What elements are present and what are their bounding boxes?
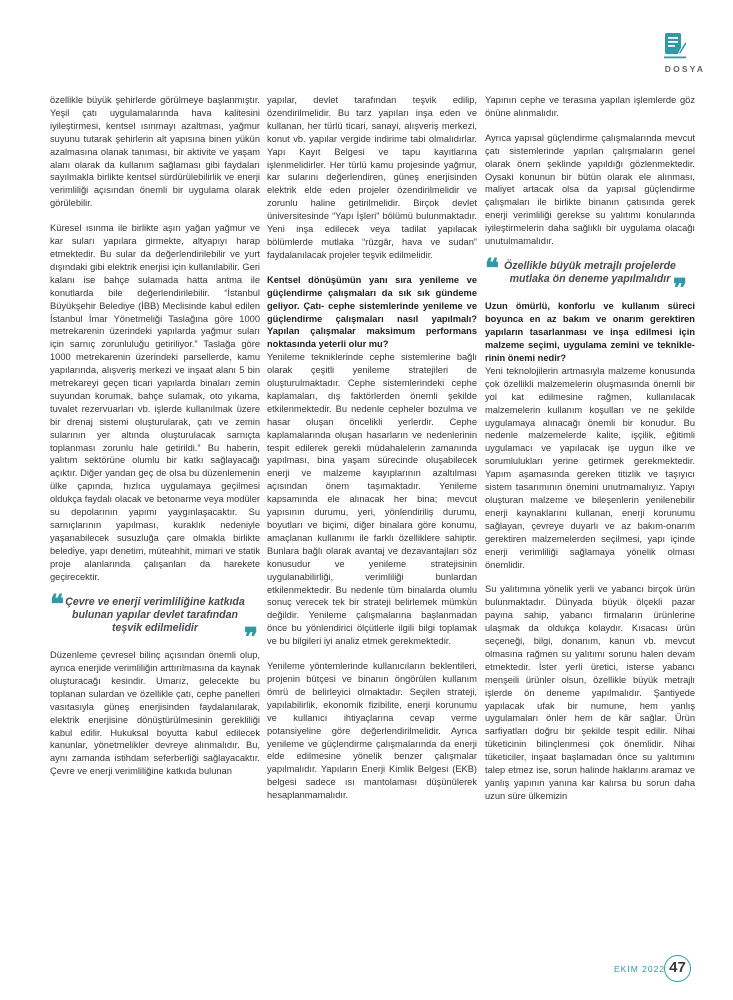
- paragraph: Yenileme yöntemlerinde kullanıcıların beklentileri, projenin bütçesi ve binanın öngörülen kullanım ömrü de belirleyici olmaktadır. Seçilen strateji, yapılabilirlik, ekonomik fizibilite, enerji korunumu ve kullanıcı ihtiyaçlarına cevap verme potansiyeline göre değerlendirilmelidir. Ayrıca yenileme ve güçlendirme çalışmalarında da enerji elde edilmesine yönelik benzer çalışmalar yapılmalıdır. Yapıların Enerji Kimlik Belgesi (EKB) belgesi sadece ısı mantolaması düşünülerek hesaplanmamalıdır.: [267, 661, 477, 801]
- open-quote-icon: ❝: [50, 589, 64, 620]
- interview-question: Uzun ömürlü, konforlu ve kullanım süreci boyunca en az bakım ve onarım gerektiren yapıların tasarlanması ve inşa edilmesi için malzeme seçimi, uygulama zemini ve tekniklerinin önemi nedir?: [485, 301, 695, 363]
- pull-quote: [50, 589, 260, 654]
- interview-question: Kentsel dönüşümün yanı sıra yenileme ve güçlendirme çalışmaları da sık sık gündeme geliyor. Çatı- cephe sistemlerinde yenileme ve güçlendirme çalışmaları nasıl yapılmalı? Yapılan çalışmalar maksimum performans noktasında yeterli olur mu?: [267, 274, 477, 350]
- paragraph: Yenileme tekniklerinde cephe sistemlerine bağlı olarak çeşitli yenileme stratejileri de oluşturulmaktadır. Cephe sistemlerindeki cephe kaplamaları, dış faktörlerden önemli şekilde etkilenmektedir. Bu nedenle cepheler bozulma ve hasar oluşan öncelikli yerlerdir. Cephe kaplamalarında oluşan hasarların ve nedenlerinin tespit edilerek gerekli müdahalelerin zamanında yapılması, bina yaşam sürecinde oluşabilecek enerji ve malzeme kayıplarının azaltılması açısından önem taşımaktadır. Yenileme kapsamında ele alınacak her bina; mevcut yapısının durumu, yeri, yönlendiriliş durumu, boyutları ve biçimi, diğer binalara göre konumu, amaçlanan kullanımı ile farklı özelliklere sahiptir. Bunlara bağlı olarak avantaj ve dezavantajları söz konusudur ve yenileme stratejisinin uygulanabilirliği, verimliliği bunlardan etkilenmektedir. Bu nedenle tüm binalarda olumlu sonuç verecek tek bir strateji belirlemek mümkün değildir. Yenileme çalışmalarına başlanmadan önce bu yönlendirici ölçütlerle ilgili bilgi toplamak ve bu bilgileri iyi analiz etmek gerekmektedir.: [267, 352, 477, 647]
- issue-date: EKİM 2022: [614, 964, 666, 974]
- text-column-3: [485, 94, 695, 803]
- pull-quote-text: Çevre ve enerji verimliliğine katkıda bulunan yapılar devlet tarafından teşvik edilmelidir: [65, 595, 245, 634]
- document-pen-icon: [664, 32, 688, 60]
- paragraph: özellikle büyük şehirlerde görülmeye başlanmıştır. Yeşil çatı uygulamalarında hava kalitesini iyileştirmesi, kentsel ısınmayı azaltması, yağmur suyunu tutarak şehirlerin alt yapısına binen yükün azalmasına olanak tanıması, bir aktivite ve yaşam alanı olarak da kullanım sağlaması gibi faydaları sayılmakla birlikte kentsel sürdürülebilirlik ve enerji verimliliği açısından önemli bir uygulama olarak görülebilir.: [50, 95, 260, 209]
- paragraph: yapılar, devlet tarafından teşvik edilip, özendirilmelidir. Bu tarz yapıları inşa eden ve kullanan, her türlü ticari, sanayi, alışveriş merkezi, konut vb. yapılar vergide indirime tabi olmalıdırlar. Yapı Kayıt Belgesi ve tapu kayıtlarına işlenmelidirler. Her türlü kamu projesinde yağmur, kar sularını değerlendiren, güneş enerjisinden elektrik elde eden projeler özendirilmelidir ve zorunlu haline getirilmelidir. Birçok devlet üniversitesinde “Yapı İşleri” bölümü bulunmaktadır. Yeni inşa edilecek veya tadilat yapılacak bölümlerde mutlaka “rüzgâr, hava ve sudan” faydalanılacak projeler teşvik edilmelidir.: [267, 95, 477, 260]
- paragraph: Düzenleme çevresel bilinç açısından önemli olup, ayrıca enerjide verimliliğin arttırılmasına da kaynak oluşturacağı kesindir. Umarız, gelecekte bu toplanan sulardan ve özellikle çatı, cephe panelleri vasıtasıyla güneş enerjisinden faydalanılarak, elektrik enerjisine dönüştürülmesinin gerekliliği kabul edilir. Hukuksal boyutta kabul edilecek kanunlar, yönetmelikler devreye alınmalıdır. Bu, aynı zamanda istihdam seferberliği sağlayacaktır. Çevre ve enerji verimliliğine katkıda bulunan: [50, 650, 260, 777]
- paragraph: Su yalıtımına yönelik yerli ve yabancı birçok ürün bulunmaktadır. Dünyada büyük ölçekli pazar payına sahip, yabancı firmaların ürünlerine ulaşmak da oldukça kolaydır. Kısacası ürün seçeneği, bilgi, donanım, kanun vb. mevcut olmasına rağmen su yalıtımı sorunu halen devam etmektedir. İster yerli üretici, isterse yabancı menşeili ürünler olsun, özellikle büyük metrajlı işlerde ön deneme yapılmalıdır. Şantiyede yapılacak ufak bir numune, hem yanlış uygulamaları önler hem de kâr sağlar. Ürün sarfiyatları doğru bir şekilde tespit edilir. Nihai tüketicinin bilinçlenmesi çok önemlidir. Nihai tüketiciler, inşaat başlamadan önce su yalıtımını talep etmez ise, sorun halinde haklarını aramaz ve yanlış yapının yanına kar kalırsa bu sorun daha uzun süre ülkemizin: [485, 584, 695, 801]
- paragraph: Küresel ısınma ile birlikte aşırı yağan yağmur ve kar suları yapılara girmekte, altyapıyı harap etmektedir. Bu sular da değerlendirilebilir ve yurt dışındaki gibi elektrik enerjisi için kullanılabilir. Geri kalanı ise bahçe sulamada hatta antma ile konutlarda bile değerlendirilebilir. “İstanbul Büyükşehir Belediye (İBB) Meclisinde kabul edilen İstanbul İmar Yönetmeliği Taslağına göre 1000 metrekarenin üzerindeki yapılarda yağmur suları için sarnıç zorunluluğu getiriliyor.” Taslağa göre 1000 metrekarenin üzerindeki parsellerde, kamu yapılarında, alışveriş merkezi ve inşaat alanı 5 bin metrekareyi geçen ticari yapılarda binaları zemin suyundan korumak, bahçe sulamak, oto yıkama, tuvalet rezervuarları vb. işlerde kullanılmak üzere bir drenaj sistemi oluşturularak, çatı ve zemin sularının yer altında oluşturulacak sarnıçta toplanması zorunlu hale getirildi.” Bu haberin, yalıtım sektörüne olumlu bir katkı sağlayacağı açıktır. Diğer yandan geç de olsa bu düzenlemenin ülke çapında, hızlıca uygulamaya geçilmesi oldukça faydalı olacak ve betonarme veya modüler su depolarının yapımı yaygınlaşacaktır. Su sarnıçlarının yapılması, kuraklık nedeniyle yaşanabilecek susuzluğa çare olmakla birlikte beledi̇ye, yapı denetim, müteahhit, mimari ve statik proje alanlarında çalışanları da harekete geçirecektir.: [50, 223, 260, 582]
- text-column-1: [50, 94, 260, 778]
- pull-quote: [485, 253, 695, 305]
- text-column-2: [267, 94, 477, 802]
- pull-quote-text: Özellikle büyük metrajlı projelerde mutlaka ön deneme yapılmalıdır: [504, 259, 676, 286]
- paragraph: Ayrıca yapısal güçlendirme çalışmalarında mevcut çatı sistemlerinde yapılan çalışmaların genel olarak önem şeklinde yapıldığı gözlenmektedir. Oysaki konunun bir bütün olarak ele alınması, maliyet artacak olsa da yapısal güçlendirme çalışmaları ile birlikte binanın çatısında gerek enerji verimliliği gerekse su yalıtımı konularında iyileştirmelerin daha sağlıklı bir uygulama olacağı unutulmamalıdır.: [485, 132, 695, 247]
- close-quote-icon: ❞: [673, 274, 687, 305]
- close-quote-icon: ❞: [244, 623, 258, 654]
- page-number: 47: [664, 955, 691, 982]
- open-quote-icon: ❝: [485, 253, 499, 284]
- paragraph: Yapının cephe ve terasına yapılan işlemlerde göz önüne alınmalıdır.: [485, 95, 695, 118]
- section-label: DOSYA: [664, 64, 706, 74]
- paragraph: Yeni teknolojilerin artmasıyla malzeme konusunda çok özellikli malzemelerin oluşmasında önemli bir yol kat edilmesine rağmen, kullanılacak malzemelerin kullanım koşulları ve ne şekilde uygulamaya alınacağı önemli bir konudur. Bu nedenle malzemelerde kalite, işçilik, eğitimli uygulamacı ve yapılacak işe uygun ilke ve sorumlulukları yerine getirmek gerekmektedir. Yapım aşamasında gereken titizlik ve taşıyıcı sistem tasarımının önemini unutmamalıyız. Yapıyı oluşturan malzeme ve bileşenlerin yenilenebilir enerji kaynaklarını kullanan, enerji korunumu sağlayan, çevreye duyarlı ve az bakım-onarım gerektiren malzemelerden seçilmesi, yapı içinde enerji verimliliği sağlamaya yönelik olması önemlidir.: [485, 365, 695, 570]
